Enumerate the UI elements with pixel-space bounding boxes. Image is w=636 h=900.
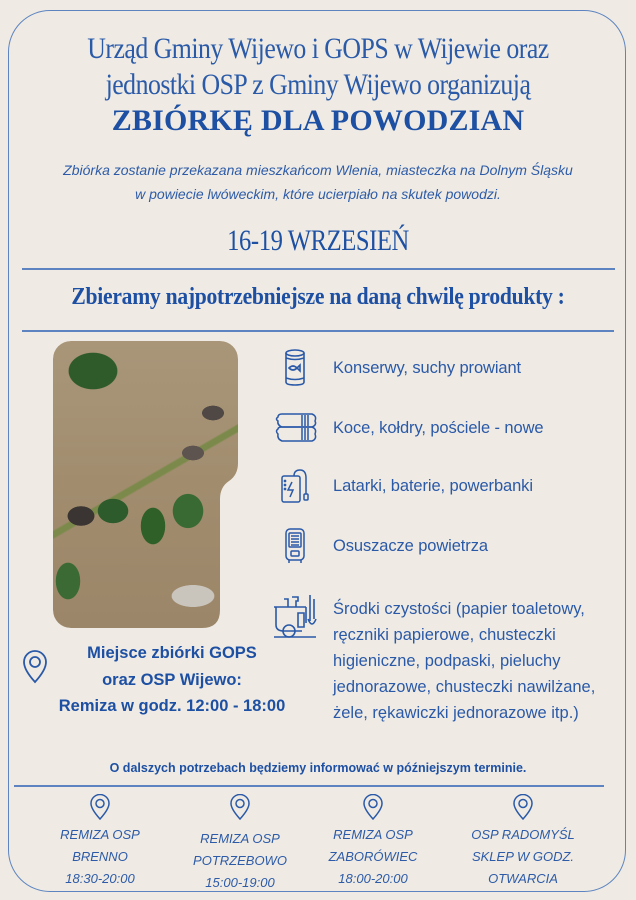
location-line: 18:30-20:00 (65, 871, 135, 886)
location-pin-icon (22, 650, 48, 689)
canned-food-icon (270, 348, 320, 388)
location-line: REMIZA OSP (60, 827, 140, 842)
location-line: ZABORÓWIEC (328, 849, 418, 864)
location-line: 15:00-19:00 (205, 875, 275, 890)
title-line-2: jednostki OSP z Gminy Wijewo organizują (105, 68, 531, 101)
location-line: REMIZA OSP (200, 831, 280, 846)
location-line: REMIZA OSP (333, 827, 413, 842)
location-line: OTWARCIA (488, 871, 558, 886)
list-item-powerbank (270, 466, 533, 506)
item-label: Konserwy, suchy prowiant (333, 358, 522, 377)
powerbank-icon (270, 466, 320, 506)
divider-top (22, 268, 615, 270)
dehumidifier-icon (270, 526, 320, 566)
location-line: POTRZEBOWO (193, 853, 287, 868)
location-line: OSP RADOMYŚL (471, 827, 575, 842)
item-label: Osuszacze powietrza (333, 536, 488, 555)
item-label-line: żele, rękawiczki jednorazowe itp.) (333, 704, 579, 722)
place-line: Remiza w godz. 12:00 - 18:00 (58, 697, 286, 715)
subtitle-line-2: w powiecie lwóweckim, które ucierpiało na skutek powodzi. (135, 186, 501, 202)
location-line: SKLEP W GODZ. (471, 849, 575, 864)
subtitle-line-1: Zbiórka zostanie przekazana mieszkańcom Wlenia, miasteczka na Dolnym Śląsku (63, 162, 573, 178)
date-heading: 16-19 WRZESIEŃ (227, 224, 409, 257)
cleaning-supplies-icon (272, 593, 318, 644)
title-bold: ZBIÓRKĘ DLA POWODZIAN (111, 104, 525, 137)
place-line: Miejsce zbiórki GOPS (87, 644, 257, 662)
location-radomysl (448, 794, 598, 890)
location-brenno (25, 794, 175, 890)
item-label-line: ręczniki papierowe, chusteczki (333, 626, 556, 644)
divider-bottom (14, 785, 604, 787)
item-label: Latarki, baterie, powerbanki (333, 476, 533, 495)
folded-blankets-icon (270, 408, 320, 448)
title-line-1: Urząd Gminy Wijewo i GOPS w Wijewie oraz (87, 32, 549, 65)
list-item-dehumidifier (270, 526, 488, 566)
place-line: oraz OSP Wijewo: (102, 670, 242, 689)
location-potrzebowo (165, 794, 315, 894)
item-label-line: higieniczne, podpaski, pieluchy (333, 652, 561, 670)
item-label-line: jednorazowe, chusteczki nawilżane, (333, 678, 596, 696)
list-item-blankets (270, 408, 543, 448)
location-pin-icon (90, 794, 110, 820)
location-pin-icon (363, 794, 383, 820)
item-label-line: Środki czystości (papier toaletowy, (333, 600, 585, 618)
collect-heading: Zbieramy najpotrzebniejsze na daną chwilę produkty : (71, 284, 565, 310)
location-zaborowiec (298, 794, 448, 890)
main-collection-place (52, 640, 292, 720)
location-line: BRENNO (72, 849, 128, 864)
location-line: 18:00-20:00 (338, 871, 408, 886)
list-item-canned-food (270, 348, 521, 388)
further-needs-note: O dalszych potrzebach będziemy informować w późniejszym terminie. (109, 761, 527, 775)
location-pin-icon (513, 794, 533, 820)
location-pin-icon (230, 794, 250, 820)
item-label: Koce, kołdry, pościele - nowe (333, 418, 544, 437)
divider-middle (22, 330, 614, 332)
list-item-cleaning-supplies (333, 596, 623, 726)
flood-photo (53, 341, 238, 628)
